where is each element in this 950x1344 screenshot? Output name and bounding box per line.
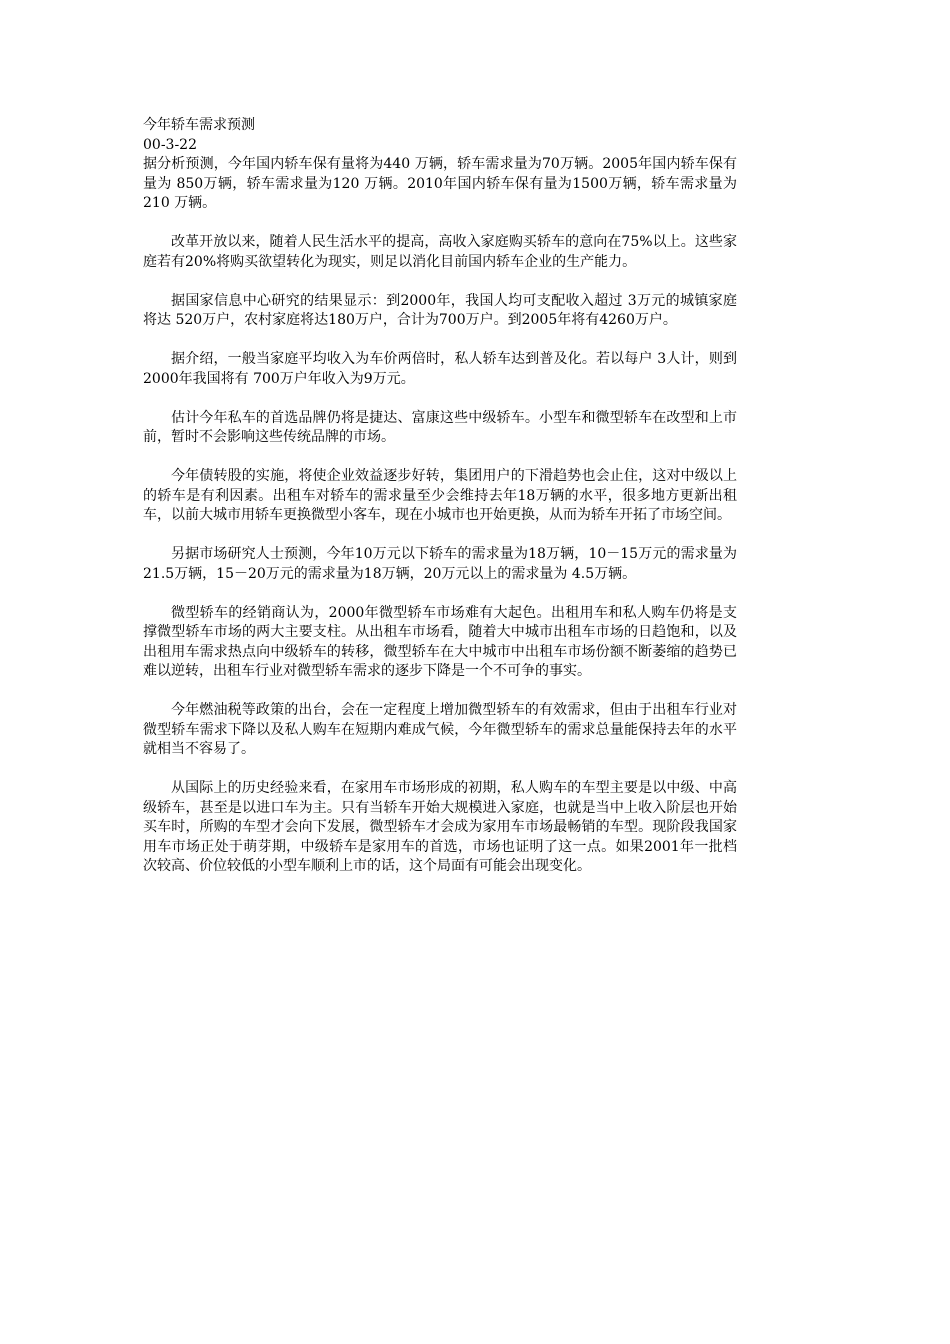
body-paragraph: 估计今年私车的首选品牌仍将是捷达、富康这些中级轿车。小型车和微型轿车在改型和上市前，暂时不会影响这些传统品牌的市场。 (143, 409, 737, 445)
body-paragraph: 另据市场研究人士预测，今年10万元以下轿车的需求量为18万辆，10－15万元的需求量为21.5万辆，15－20万元的需求量为18万辆，20万元以上的需求量为 4.5万辆。 (143, 546, 737, 582)
body-paragraph: 据介绍，一般当家庭平均收入为车价两倍时，私人轿车达到普及化。若以每户 3人计，则到2000年我国将有 700万户年收入为9万元。 (143, 351, 737, 387)
document-page (143, 116, 737, 877)
article-title: 今年轿车需求预测 (143, 117, 255, 133)
lead-paragraph: 据分析预测，今年国内轿车保有量将为440 万辆，轿车需求量为70万辆。2005年国内轿车保有量为 850万辆，轿车需求量为120 万辆。2010年国内轿车保有量为1500万辆，轿车需求量为210 万辆。 (143, 156, 737, 211)
article-date: 00-3-22 (143, 136, 197, 153)
body-paragraph: 改革开放以来，随着人民生活水平的提高，高收入家庭购买轿车的意向在75%以上。这些家庭若有20%将购买欲望转化为现实，则足以消化目前国内轿车企业的生产能力。 (143, 234, 737, 270)
body-paragraph: 从国际上的历史经验来看，在家用车市场形成的初期，私人购车的车型主要是以中级、中高级轿车，甚至是以进口车为主。只有当轿车开始大规模进入家庭，也就是当中上收入阶层也开始买车时，所购的车型才会向下发展，微型轿车才会成为家用车市场最畅销的车型。现阶段我国家用车市场正处于萌芽期，中级轿车是家用车的首选，市场也证明了这一点。如果2001年一批档次较高、价位较低的小型车顺利上市的话，这个局面有可能会出现变化。 (143, 780, 737, 874)
body-paragraph: 今年燃油税等政策的出台，会在一定程度上增加微型轿车的有效需求，但由于出租车行业对微型轿车需求下降以及私人购车在短期内难成气候，今年微型轿车的需求总量能保持去年的水平就相当不容易了。 (143, 702, 737, 757)
body-paragraph: 今年债转股的实施，将使企业效益逐步好转，集团用户的下滑趋势也会止住，这对中级以上的轿车是有利因素。出租车对轿车的需求量至少会维持去年18万辆的水平，很多地方更新出租车，以前大城市用轿车更换微型小客车，现在小城市也开始更换，从而为轿车开拓了市场空间。 (143, 468, 737, 523)
body-paragraph: 微型轿车的经销商认为，2000年微型轿车市场难有大起色。出租用车和私人购车仍将是支撑微型轿车市场的两大主要支柱。从出租车市场看，随着大中城市出租车市场的日趋饱和，以及出租用车需求热点向中级轿车的转移，微型轿车在大中城市中出租车市场份额不断萎缩的趋势已难以逆转，出租车行业对微型轿车需求的逐步下降是一个不可争的事实。 (143, 604, 737, 679)
body-paragraph: 据国家信息中心研究的结果显示：到2000年，我国人均可支配收入超过 3万元的城镇家庭将达 520万户，农村家庭将达180万户，合计为700万户。到2005年将有4260万户。 (143, 292, 737, 328)
